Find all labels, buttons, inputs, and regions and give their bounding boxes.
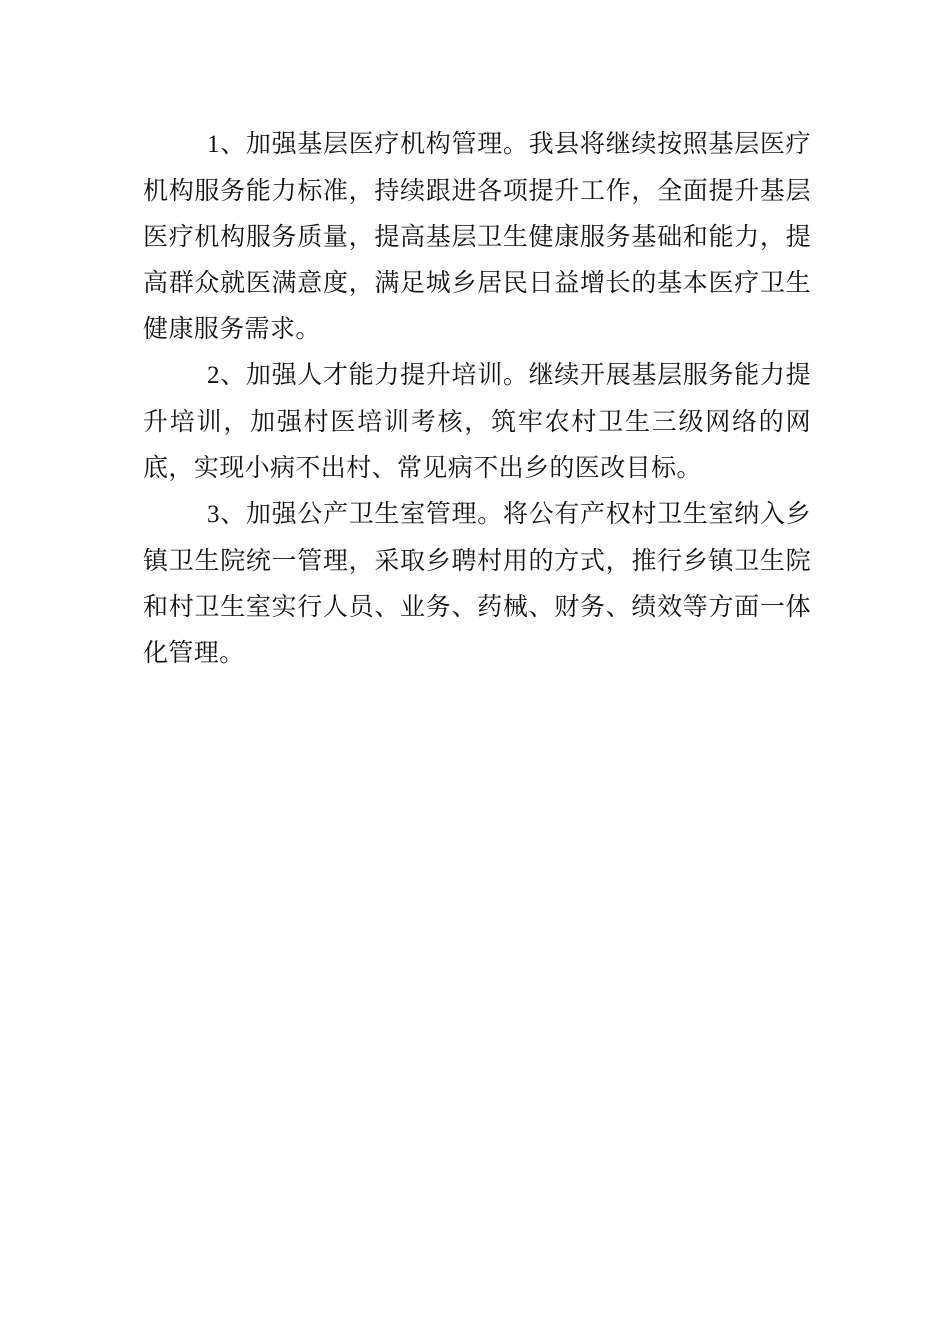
paragraph-2 — [143, 352, 811, 491]
paragraph-1 — [143, 121, 811, 352]
paragraph-number: 3 — [207, 501, 220, 528]
paragraph-text: 、加强公产卫生室管理。将公有产权村卫生室纳入乡镇卫生院统一管理，采取乡聘村用的方式，推行乡镇卫生院和村卫生室实行人员、业务、药械、财务、绩效等方面一体化管理。 — [143, 499, 811, 667]
paragraph-number: 1 — [207, 131, 220, 158]
document-body — [143, 121, 811, 676]
paragraph-number: 2 — [207, 362, 220, 389]
paragraph-text: 、加强人才能力提升培训。继续开展基层服务能力提升培训，加强村医培训考核，筑牢农村卫生三级网络的网底，实现小病不出村、常见病不出乡的医改目标。 — [143, 360, 811, 482]
paragraph-text: 、加强基层医疗机构管理。我县将继续按照基层医疗机构服务能力标准，持续跟进各项提升工作，全面提升基层医疗机构服务质量，提高基层卫生健康服务基础和能力，提高群众就医满意度，满足城乡居民日益增长的基本医疗卫生健康服务需求。 — [143, 129, 811, 343]
paragraph-3 — [143, 491, 811, 676]
